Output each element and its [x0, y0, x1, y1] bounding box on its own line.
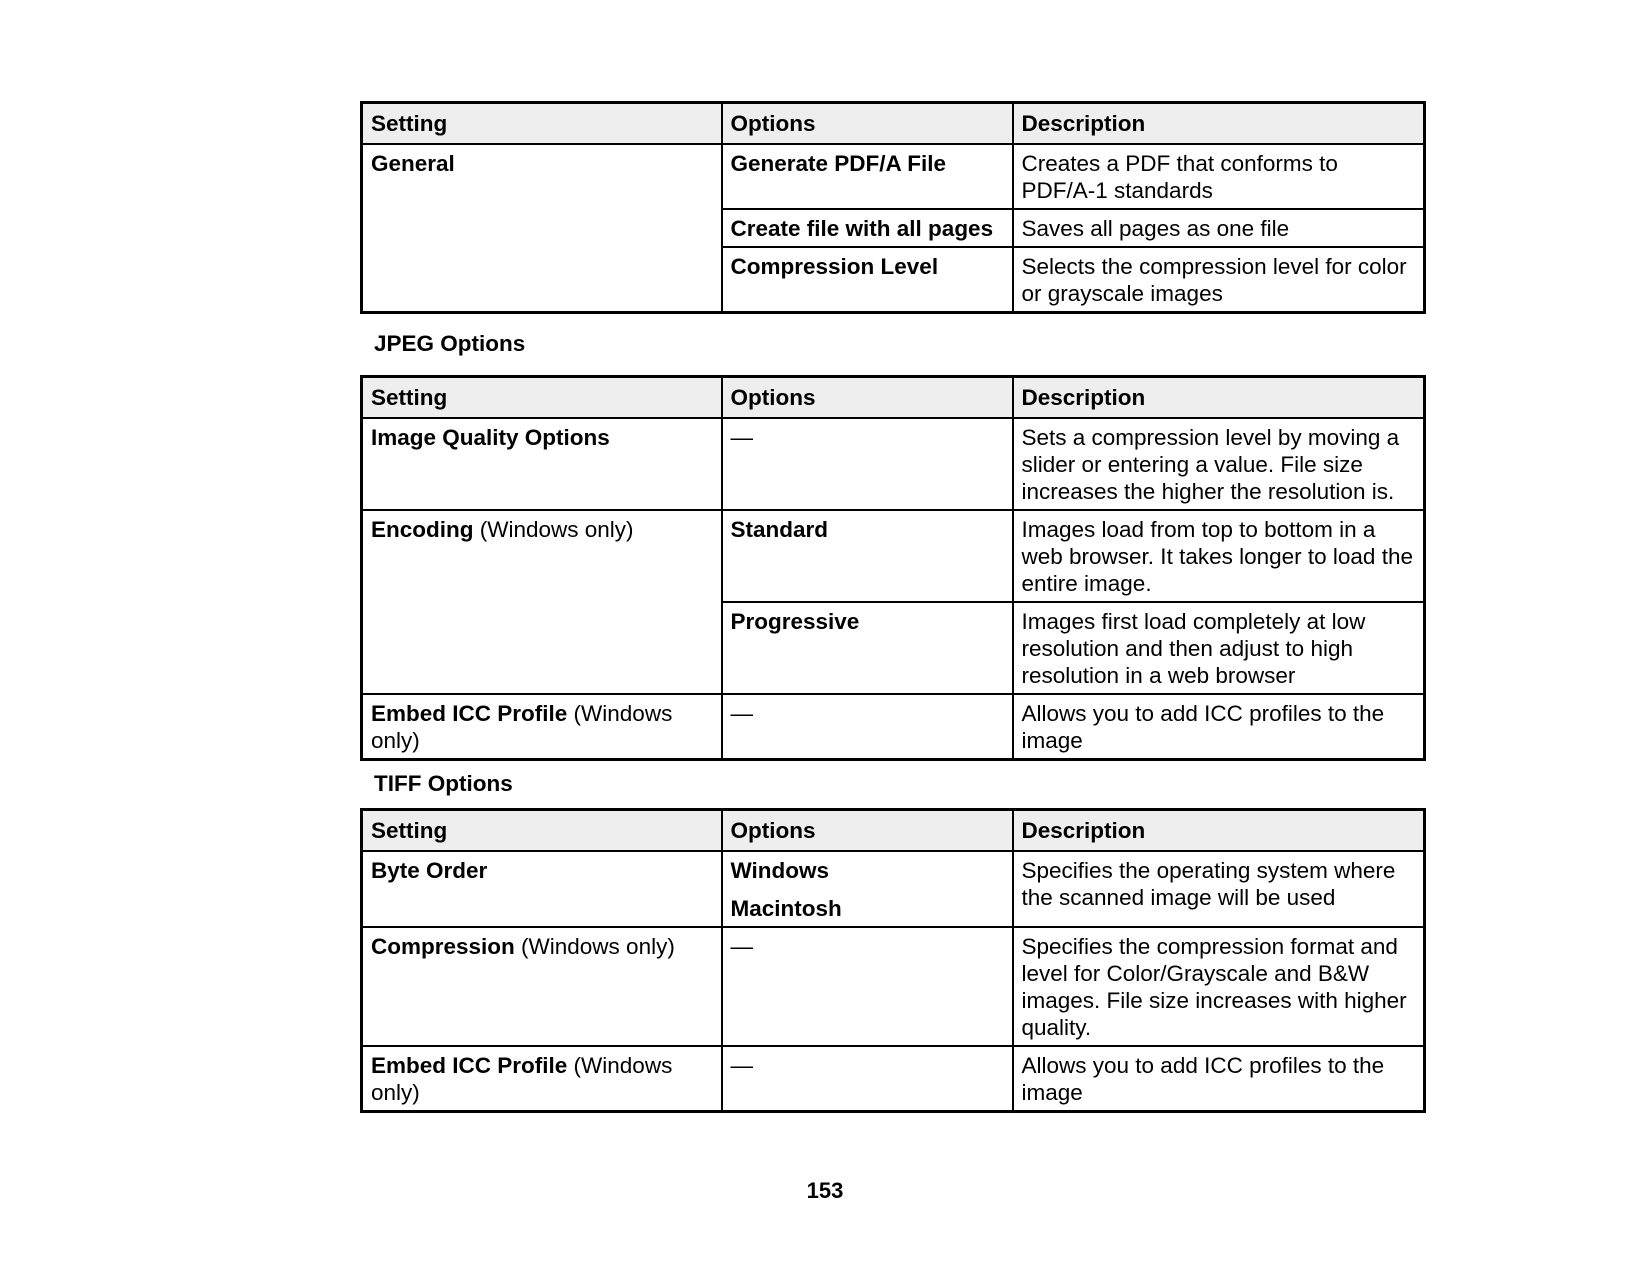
options-cell: [722, 927, 1013, 1046]
setting-suffix: (Windows only): [371, 1053, 673, 1105]
option-label: Progressive: [730, 609, 860, 634]
description-cell: Selects the compression level for color or grayscale images: [1013, 247, 1425, 313]
option-label: Windows: [730, 858, 830, 883]
setting-label: Compression: [371, 934, 515, 959]
option-label: Create file with all pages: [730, 216, 994, 241]
column-header: Options: [722, 810, 1013, 852]
tiff-options-heading: TIFF Options: [374, 771, 513, 796]
column-header: Setting: [362, 810, 722, 852]
table-row: [362, 510, 1425, 602]
options-cell: [722, 602, 1013, 694]
description-cell: Allows you to add ICC profiles to the image: [1013, 1046, 1425, 1112]
table-body: [362, 851, 1425, 1112]
description-cell: Saves all pages as one file: [1013, 209, 1425, 247]
option-placeholder-dash: —: [730, 1053, 753, 1078]
column-header: Setting: [362, 377, 722, 419]
options-cell: [722, 1046, 1013, 1112]
options-cell: [722, 247, 1013, 313]
column-header: Description: [1013, 810, 1425, 852]
column-header: Description: [1013, 377, 1425, 419]
setting-cell: [362, 1046, 722, 1112]
table-row: [362, 694, 1425, 760]
option-label: Compression Level: [730, 254, 939, 279]
column-header: Options: [722, 377, 1013, 419]
table-row: [362, 851, 1425, 927]
table-body: [362, 418, 1425, 760]
option-label: Macintosh: [730, 896, 842, 921]
options-cell: [722, 510, 1013, 602]
description-cell: Specifies the compression format and level for Color/Grayscale and B&W images. File size increases with higher quality.: [1013, 927, 1425, 1046]
setting-cell: [362, 144, 722, 313]
description-cell: Images load from top to bottom in a web browser. It takes longer to load the entire image.: [1013, 510, 1425, 602]
page-number: 153: [806, 1178, 844, 1203]
setting-label: Embed ICC Profile: [371, 1053, 568, 1078]
column-header: Description: [1013, 103, 1425, 145]
header-row: [362, 377, 1425, 419]
setting-cell: [362, 851, 722, 927]
option-label: Standard: [730, 517, 829, 542]
column-header: Setting: [362, 103, 722, 145]
table-row: [362, 418, 1425, 510]
options-cell: [722, 851, 1013, 927]
description-cell: Sets a compression level by moving a slider or entering a value. File size increases the higher the resolution is.: [1013, 418, 1425, 510]
setting-suffix: (Windows only): [473, 517, 634, 542]
options-cell: [722, 144, 1013, 209]
setting-cell: [362, 694, 722, 760]
option-placeholder-dash: —: [730, 934, 753, 959]
setting-suffix: (Windows only): [514, 934, 675, 959]
setting-label: Embed ICC Profile: [371, 701, 568, 726]
tiff-options-table: [360, 808, 1426, 1113]
setting-label: Image Quality Options: [371, 425, 610, 450]
setting-label: Encoding: [371, 517, 474, 542]
description-cell: Allows you to add ICC profiles to the image: [1013, 694, 1425, 760]
table-row: [362, 144, 1425, 209]
option-label: Generate PDF/A File: [730, 151, 946, 176]
setting-suffix: (Windows only): [371, 701, 673, 753]
description-cell: Images first load completely at low resolution and then adjust to high resolution in a web browser: [1013, 602, 1425, 694]
description-cell: Specifies the operating system where the scanned image will be used: [1013, 851, 1425, 927]
options-cell: [722, 694, 1013, 760]
option-placeholder-dash: —: [730, 425, 753, 450]
table-row: [362, 1046, 1425, 1112]
option-placeholder-dash: —: [730, 701, 753, 726]
table-body: [362, 144, 1425, 313]
header-row: [362, 810, 1425, 852]
table-header: [362, 810, 1425, 852]
table-header: [362, 377, 1425, 419]
column-header: Options: [722, 103, 1013, 145]
setting-label: General: [371, 151, 455, 176]
jpeg-options-heading: JPEG Options: [374, 331, 526, 356]
header-row: [362, 103, 1425, 145]
options-cell: [722, 209, 1013, 247]
setting-cell: [362, 510, 722, 694]
setting-cell: [362, 927, 722, 1046]
table-header: [362, 103, 1425, 145]
pdf-general-options-table: [360, 101, 1426, 314]
options-cell: [722, 418, 1013, 510]
setting-label: Byte Order: [371, 858, 488, 883]
setting-cell: [362, 418, 722, 510]
table-row: [362, 927, 1425, 1046]
jpeg-options-table: [360, 375, 1426, 761]
description-cell: Creates a PDF that conforms to PDF/A-1 standards: [1013, 144, 1425, 209]
